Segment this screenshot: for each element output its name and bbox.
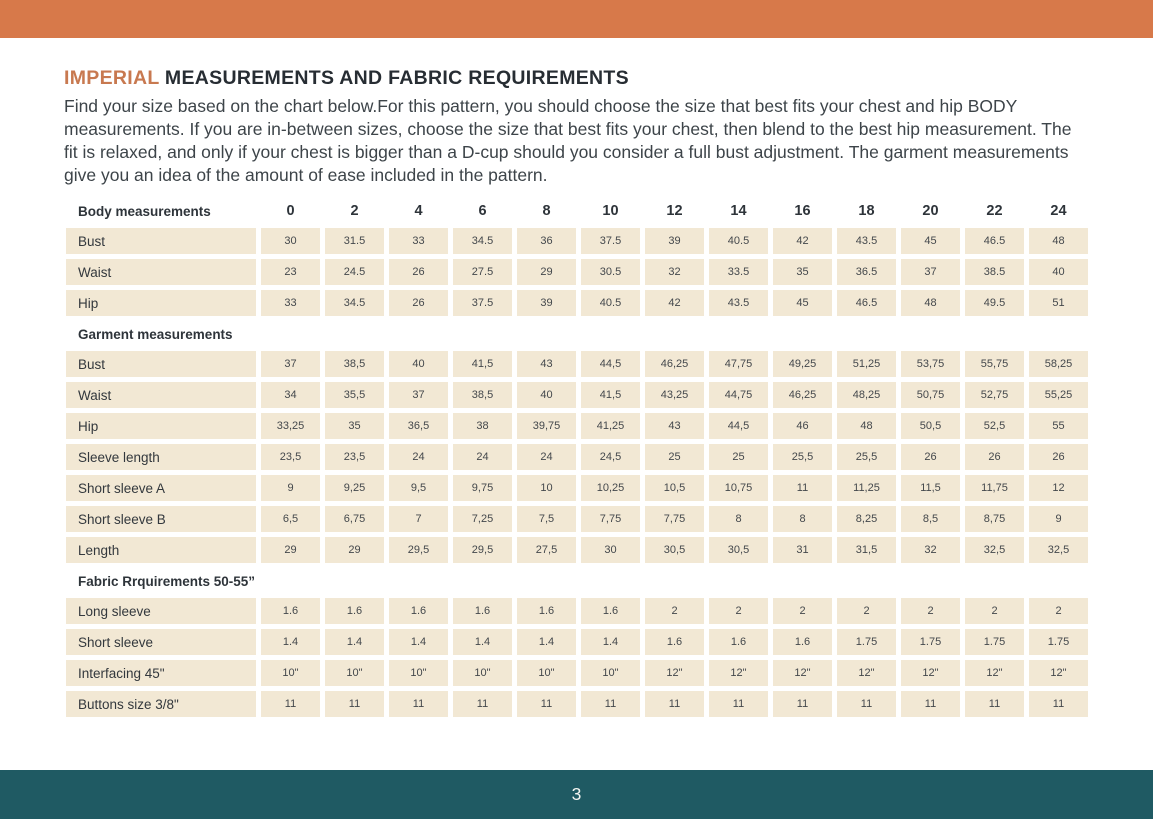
value-cell: 37	[261, 351, 320, 377]
page-content	[0, 67, 1153, 717]
value-cell: 26	[901, 444, 960, 470]
value-cell: 39,75	[517, 413, 576, 439]
value-cell: 31,5	[837, 537, 896, 563]
value-cell: 55,25	[1029, 382, 1088, 408]
size-column-header: 2	[350, 203, 359, 219]
value-cell: 11	[1029, 691, 1088, 717]
value-cell: 11,5	[901, 475, 960, 501]
value-cell: 48	[901, 290, 960, 316]
value-cell: 1.4	[517, 629, 576, 655]
value-cell: 11,75	[965, 475, 1024, 501]
value-cell: 25,5	[773, 444, 832, 470]
value-cell: 6,75	[325, 506, 384, 532]
value-cell: 11	[517, 691, 576, 717]
value-cell: 10"	[389, 660, 448, 686]
value-cell: 26	[389, 290, 448, 316]
value-cell: 11	[965, 691, 1024, 717]
row-label: Bust	[66, 351, 256, 377]
value-cell: 51	[1029, 290, 1088, 316]
value-cell: 49.5	[965, 290, 1024, 316]
value-cell: 1.4	[581, 629, 640, 655]
value-cell: 44,5	[709, 413, 768, 439]
value-cell: 30,5	[709, 537, 768, 563]
value-cell: 8,75	[965, 506, 1024, 532]
value-cell: 34.5	[325, 290, 384, 316]
value-cell: 10	[517, 475, 576, 501]
value-cell: 1.4	[453, 629, 512, 655]
value-cell: 38,5	[325, 351, 384, 377]
value-cell: 24	[389, 444, 448, 470]
value-cell: 44,75	[709, 382, 768, 408]
value-cell: 36,5	[389, 413, 448, 439]
table-row	[66, 444, 1088, 470]
value-cell: 43.5	[837, 228, 896, 254]
value-cell: 43.5	[709, 290, 768, 316]
value-cell: 10"	[453, 660, 512, 686]
size-column-header: 16	[794, 203, 811, 219]
value-cell: 10,25	[581, 475, 640, 501]
table-row	[66, 475, 1088, 501]
size-column-header: 6	[478, 203, 487, 219]
value-cell: 58,25	[1029, 351, 1088, 377]
value-cell: 48	[1029, 228, 1088, 254]
value-cell: 1.75	[1029, 629, 1088, 655]
value-cell: 29,5	[389, 537, 448, 563]
table-row	[66, 660, 1088, 686]
value-cell: 29	[261, 537, 320, 563]
value-cell: 12"	[901, 660, 960, 686]
size-column-header: 12	[666, 203, 683, 219]
value-cell: 31	[773, 537, 832, 563]
value-cell: 39	[645, 228, 704, 254]
section-header-row	[66, 568, 1088, 594]
value-cell: 12	[1029, 475, 1088, 501]
table-row	[66, 382, 1088, 408]
value-cell: 11	[709, 691, 768, 717]
value-cell: 1.4	[261, 629, 320, 655]
value-cell: 2	[965, 598, 1024, 624]
value-cell: 1.6	[709, 629, 768, 655]
value-cell: 27,5	[517, 537, 576, 563]
value-cell: 25,5	[837, 444, 896, 470]
table-row	[66, 290, 1088, 316]
size-column-header: 22	[986, 203, 1003, 219]
value-cell: 1.75	[965, 629, 1024, 655]
value-cell: 32,5	[1029, 537, 1088, 563]
value-cell: 1.6	[325, 598, 384, 624]
size-column-header: 8	[542, 203, 551, 219]
value-cell: 10"	[261, 660, 320, 686]
value-cell: 39	[517, 290, 576, 316]
value-cell: 1.75	[837, 629, 896, 655]
value-cell: 1.6	[453, 598, 512, 624]
value-cell: 11	[325, 691, 384, 717]
value-cell: 30	[261, 228, 320, 254]
value-cell: 37.5	[581, 228, 640, 254]
value-cell: 11	[837, 691, 896, 717]
value-cell: 10,5	[645, 475, 704, 501]
value-cell: 23,5	[325, 444, 384, 470]
value-cell: 51,25	[837, 351, 896, 377]
value-cell: 2	[901, 598, 960, 624]
value-cell: 11,25	[837, 475, 896, 501]
value-cell: 29	[517, 259, 576, 285]
value-cell: 43	[645, 413, 704, 439]
value-cell: 45	[901, 228, 960, 254]
row-label: Waist	[66, 382, 256, 408]
size-column-header: 24	[1050, 203, 1067, 219]
table-row	[66, 228, 1088, 254]
value-cell: 46,25	[645, 351, 704, 377]
section-title: Body measurements	[78, 203, 211, 219]
value-cell: 46	[773, 413, 832, 439]
row-label: Hip	[66, 290, 256, 316]
value-cell: 49,25	[773, 351, 832, 377]
value-cell: 37	[389, 382, 448, 408]
row-label: Hip	[66, 413, 256, 439]
value-cell: 1.6	[581, 598, 640, 624]
size-column-header: 14	[730, 203, 747, 219]
value-cell: 1.4	[389, 629, 448, 655]
value-cell: 29,5	[453, 537, 512, 563]
value-cell: 12"	[837, 660, 896, 686]
value-cell: 40	[517, 382, 576, 408]
table-row	[66, 351, 1088, 377]
value-cell: 38	[453, 413, 512, 439]
value-cell: 42	[645, 290, 704, 316]
value-cell: 9,25	[325, 475, 384, 501]
value-cell: 12"	[709, 660, 768, 686]
value-cell: 40	[389, 351, 448, 377]
value-cell: 11	[773, 475, 832, 501]
value-cell: 2	[773, 598, 832, 624]
intro-paragraph: Find your size based on the chart below.For this pattern, you should choose the size that best fits your chest and hip BODY measurements. If you are in-between sizes, choose the size that best fits your chest, then blend to the best hip measurement. The fit is relaxed, and only if your chest is bigger than a D-cup should you consider a full bust adjustment. The garment measurements give you an idea of the amount of ease included in the pattern.	[64, 96, 1072, 185]
value-cell: 34.5	[453, 228, 512, 254]
value-cell: 31.5	[325, 228, 384, 254]
row-label: Short sleeve	[66, 629, 256, 655]
value-cell: 33	[261, 290, 320, 316]
footer-bar	[0, 770, 1153, 819]
value-cell: 2	[645, 598, 704, 624]
size-column-header: 10	[602, 203, 619, 219]
value-cell: 6,5	[261, 506, 320, 532]
value-cell: 23,5	[261, 444, 320, 470]
row-label: Bust	[66, 228, 256, 254]
table-size-header-row	[66, 198, 1088, 224]
value-cell: 1.6	[389, 598, 448, 624]
value-cell: 40	[1029, 259, 1088, 285]
table-row	[66, 413, 1088, 439]
value-cell: 55,75	[965, 351, 1024, 377]
value-cell: 43,25	[645, 382, 704, 408]
row-label: Short sleeve B	[66, 506, 256, 532]
value-cell: 8,25	[837, 506, 896, 532]
value-cell: 26	[389, 259, 448, 285]
section-title: Garment measurements	[78, 326, 233, 342]
value-cell: 45	[773, 290, 832, 316]
value-cell: 53,75	[901, 351, 960, 377]
value-cell: 12"	[773, 660, 832, 686]
value-cell: 1.75	[901, 629, 960, 655]
value-cell: 24	[453, 444, 512, 470]
value-cell: 12"	[965, 660, 1024, 686]
value-cell: 2	[837, 598, 896, 624]
value-cell: 52,5	[965, 413, 1024, 439]
table-row	[66, 598, 1088, 624]
value-cell: 11	[581, 691, 640, 717]
size-column-header: 18	[858, 203, 875, 219]
top-accent-bar	[0, 0, 1153, 38]
value-cell: 33	[389, 228, 448, 254]
value-cell: 50,75	[901, 382, 960, 408]
value-cell: 1.6	[517, 598, 576, 624]
row-label: Length	[66, 537, 256, 563]
value-cell: 24,5	[581, 444, 640, 470]
value-cell: 41,5	[453, 351, 512, 377]
value-cell: 24.5	[325, 259, 384, 285]
row-label: Waist	[66, 259, 256, 285]
value-cell: 41,5	[581, 382, 640, 408]
value-cell: 7,75	[581, 506, 640, 532]
value-cell: 48,25	[837, 382, 896, 408]
value-cell: 26	[1029, 444, 1088, 470]
value-cell: 44,5	[581, 351, 640, 377]
row-label: Short sleeve A	[66, 475, 256, 501]
row-label: Interfacing 45"	[66, 660, 256, 686]
value-cell: 2	[709, 598, 768, 624]
value-cell: 24	[517, 444, 576, 470]
value-cell: 52,75	[965, 382, 1024, 408]
value-cell: 30,5	[645, 537, 704, 563]
value-cell: 48	[837, 413, 896, 439]
value-cell: 1.6	[773, 629, 832, 655]
table-row	[66, 691, 1088, 717]
page-number: 3	[571, 784, 582, 804]
value-cell: 35	[325, 413, 384, 439]
value-cell: 7,5	[517, 506, 576, 532]
value-cell: 10"	[517, 660, 576, 686]
value-cell: 25	[645, 444, 704, 470]
value-cell: 32,5	[965, 537, 1024, 563]
value-cell: 26	[965, 444, 1024, 470]
value-cell: 2	[1029, 598, 1088, 624]
value-cell: 32	[645, 259, 704, 285]
value-cell: 40.5	[581, 290, 640, 316]
value-cell: 10"	[581, 660, 640, 686]
value-cell: 34	[261, 382, 320, 408]
value-cell: 10"	[325, 660, 384, 686]
value-cell: 11	[261, 691, 320, 717]
value-cell: 11	[645, 691, 704, 717]
value-cell: 38,5	[453, 382, 512, 408]
value-cell: 37.5	[453, 290, 512, 316]
value-cell: 37	[901, 259, 960, 285]
section-header-row	[66, 321, 1088, 347]
size-column-header: 20	[922, 203, 939, 219]
size-column-header: 4	[414, 203, 423, 219]
value-cell: 9	[1029, 506, 1088, 532]
value-cell: 10,75	[709, 475, 768, 501]
value-cell: 9,5	[389, 475, 448, 501]
table-row	[66, 259, 1088, 285]
value-cell: 9,75	[453, 475, 512, 501]
value-cell: 8	[773, 506, 832, 532]
page-title-rest: MEASUREMENTS AND FABRIC REQUIREMENTS	[159, 67, 629, 89]
page-title-highlight: IMPERIAL	[64, 67, 160, 89]
value-cell: 1.4	[325, 629, 384, 655]
value-cell: 40.5	[709, 228, 768, 254]
page-title	[64, 67, 1089, 90]
value-cell: 8,5	[901, 506, 960, 532]
value-cell: 1.6	[645, 629, 704, 655]
value-cell: 12"	[1029, 660, 1088, 686]
size-column-header: 0	[286, 203, 295, 219]
value-cell: 33,25	[261, 413, 320, 439]
row-label: Long sleeve	[66, 598, 256, 624]
value-cell: 35,5	[325, 382, 384, 408]
value-cell: 33.5	[709, 259, 768, 285]
table-row	[66, 629, 1088, 655]
value-cell: 7,25	[453, 506, 512, 532]
value-cell: 30	[581, 537, 640, 563]
value-cell: 23	[261, 259, 320, 285]
table-row	[66, 506, 1088, 532]
value-cell: 35	[773, 259, 832, 285]
size-table	[66, 198, 1088, 717]
value-cell: 30.5	[581, 259, 640, 285]
value-cell: 46,25	[773, 382, 832, 408]
value-cell: 38.5	[965, 259, 1024, 285]
value-cell: 27.5	[453, 259, 512, 285]
value-cell: 47,75	[709, 351, 768, 377]
value-cell: 29	[325, 537, 384, 563]
value-cell: 11	[453, 691, 512, 717]
table-row	[66, 537, 1088, 563]
value-cell: 11	[773, 691, 832, 717]
value-cell: 12"	[645, 660, 704, 686]
value-cell: 46.5	[837, 290, 896, 316]
value-cell: 8	[709, 506, 768, 532]
value-cell: 46.5	[965, 228, 1024, 254]
value-cell: 7,75	[645, 506, 704, 532]
value-cell: 36	[517, 228, 576, 254]
value-cell: 42	[773, 228, 832, 254]
value-cell: 25	[709, 444, 768, 470]
value-cell: 32	[901, 537, 960, 563]
section-title: Fabric Rrquirements 50-55”	[78, 573, 256, 589]
value-cell: 43	[517, 351, 576, 377]
value-cell: 9	[261, 475, 320, 501]
value-cell: 11	[901, 691, 960, 717]
value-cell: 41,25	[581, 413, 640, 439]
value-cell: 11	[389, 691, 448, 717]
value-cell: 7	[389, 506, 448, 532]
row-label: Sleeve length	[66, 444, 256, 470]
value-cell: 1.6	[261, 598, 320, 624]
value-cell: 36.5	[837, 259, 896, 285]
row-label: Buttons size 3/8"	[66, 691, 256, 717]
value-cell: 50,5	[901, 413, 960, 439]
value-cell: 55	[1029, 413, 1088, 439]
